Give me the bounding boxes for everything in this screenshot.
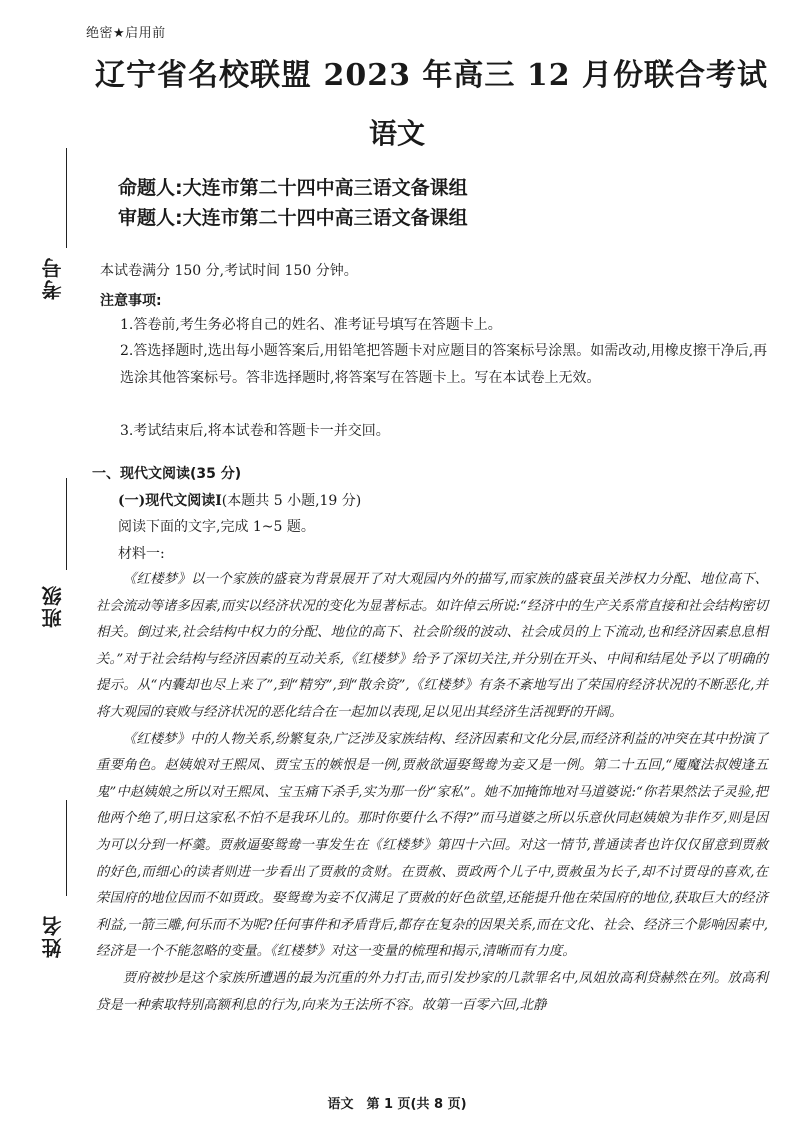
section-heading: 一、现代文阅读(35 分) <box>92 466 242 482</box>
exam-intro: 本试卷满分 150 分,考试时间 150 分钟。 <box>100 263 358 279</box>
confidential-mark: 绝密★启用前 <box>86 26 166 41</box>
material-title: 材料一: <box>118 546 165 562</box>
class-label: 班级 <box>41 584 65 628</box>
name-label: 姓名 <box>41 914 65 958</box>
setter-line: 命题人:大连市第二十四中高三语文备课组 <box>118 177 468 199</box>
class-line <box>66 478 67 570</box>
name-line <box>66 800 67 896</box>
reading-instruction: 阅读下面的文字,完成 1~5 题。 <box>118 519 315 535</box>
note-item-1: 1.答卷前,考生务必将自己的姓名、准考证号填写在答题卡上。 <box>120 317 502 333</box>
subject-title: 语文 <box>368 117 425 150</box>
sub-heading-main: (一)现代文阅读Ⅰ <box>118 493 222 509</box>
sub-heading-detail: (本题共 5 小题,19 分) <box>221 493 362 509</box>
sub-section-heading <box>118 490 361 510</box>
note-item-3: 3.考试结束后,将本试卷和答题卡一并交回。 <box>120 423 390 439</box>
exam-no-label: 考号 <box>41 256 65 300</box>
page-footer: 语文 第 1 页(共 8 页) <box>327 1097 467 1112</box>
reading-passage <box>96 567 768 1019</box>
passage-paragraph: 《红楼梦》中的人物关系,纷繁复杂,广泛涉及家族结构、经济因素和文化分层,而经济利益的冲突在其中扮演了重要角色。赵姨娘对王熙凤、贾宝玉的嫉恨是一例,贾赦欲逼娶鸳鸯为妾又是一例。第二十五回,“魇魔法叔嫂逢五鬼”中赵姨娘之所以对王熙凤、宝玉痛下杀手,实为那一份“家私”。她不加掩饰地对马道婆说:“你若果然法子灵验,把他两个绝了,明日这家私不怕不是我环儿的。那时你要什么不得?”而马道婆之所以乐意伙同赵姨娘为非作歹,则是因为可以分到一杯羹。贾赦逼娶鸳鸯一事发生在《红楼梦》第四十六回。对这一情节,普通读者也许仅仅留意到贾赦的好色,而细心的读者则进一步看出了贾赦的贪财。在贾赦、贾政两个儿子中,贾赦虽为长子,却不讨贾母的喜欢,在荣国府的地位因而不如贾政。娶鸳鸯为妾不仅满足了贾赦的好色欲望,还能提升他在荣国府的地位,获取巨大的经济利益,一箭三雕,何乐而不为呢?任何事件和矛盾背后,都存在复杂的因果关系,而在文化、社会、经济三个影响因素中,经济是一个不能忽略的变量。《红楼梦》对这一变量的梳理和揭示,清晰而有力度。 <box>96 731 768 960</box>
passage-paragraph: 《红楼梦》以一个家族的盛衰为背景展开了对大观园内外的描写,而家族的盛衰虽关涉权力分配、地位高下、社会流动等诸多因素,而实以经济状况的变化为显著标志。如许倬云所说:“经济中的生产关系常直接和社会结构密切相关。倒过来,社会结构中权力的分配、地位的高下、社会阶级的波动、社会成员的上下流动,也和经济因素息息相关。”对于社会结构与经济因素的互动关系,《红楼梦》给予了深切关注,并分别在开头、中间和结尾处予以了明确的提示。从“内囊却也尽上来了”,到“精穷”,到“散余资”,《红楼梦》有条不紊地写出了荣国府经济状况的不断恶化,并将大观园的衰败与经济状况的恶化结合在一起加以表现,足以见出其经济生活视野的开阔。 <box>96 572 768 720</box>
reviewer-line: 审题人:大连市第二十四中高三语文备课组 <box>118 207 468 229</box>
exam-title: 辽宁省名校联盟 2023 年高三 12 月份联合考试 <box>95 58 769 93</box>
exam-no-line <box>66 148 67 248</box>
passage-paragraph: 贾府被抄是这个家族所遭遇的最为沉重的外力打击,而引发抄家的几款罪名中,凤姐放高利贷赫然在列。放高利贷是一种索取特别高额利息的行为,向来为王法所不容。故第一百零六回,北静 <box>96 970 768 1013</box>
notes-heading: 注意事项: <box>100 293 162 309</box>
note-item-2: 2.答选择题时,选出每小题答案后,用铅笔把答题卡对应题目的答案标号涂黑。如需改动,用橡皮擦干净后,再选涂其他答案标号。答非选择题时,将答案写在答题卡上。写在本试卷上无效。 <box>120 343 768 386</box>
